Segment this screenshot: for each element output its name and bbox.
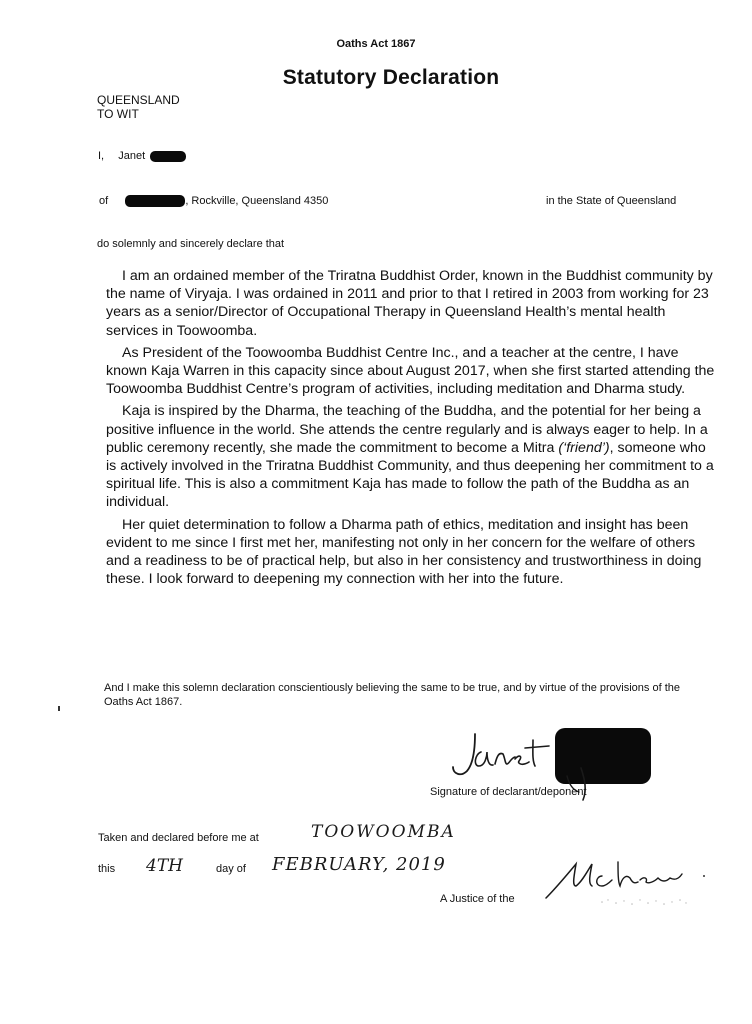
date-handwritten: FEBRUARY, 2019 [272, 854, 446, 875]
address-suffix: , Rockville, Queensland 4350 [185, 195, 329, 207]
declarant-first-name: Janet [118, 150, 146, 162]
stray-mark [58, 706, 60, 711]
day-of-label: day of [216, 863, 246, 875]
state-label: QUEENSLAND [97, 93, 180, 107]
day-handwritten: 4TH [146, 856, 183, 876]
signature-caption: Signature of declarant/deponent [430, 786, 587, 798]
body-paragraph-4: Her quiet determination to follow a Dharma path of ethics, meditation and insight has been evident to me since I first met her, manifesting not only in her concern for the welfare of others and a readiness to be of practical help, but also in her consistency and trustworthiness in doing these. I look forward to deepening my connection with her into the future. [106, 516, 702, 588]
name-prefix: I, [98, 150, 105, 162]
body-paragraph-3-start: Kaja is inspired by the Dharma, the teaching of the Buddha, and the potential for her being a positive influence in the world. She attends the centre regularly and is always eager to help. In a public ceremony recently, she made the commitment to become a Mitra [106, 403, 708, 456]
justice-of-the-label: A Justice of the [440, 893, 515, 905]
body-paragraph-3-end: , someone who is actively involved in the Triratna Buddhist Community, and thus deepening her commitment to a spiritual life. This is also a commitment Kaja has made to follow the path of the Buddha as an individual. [106, 439, 714, 511]
body-paragraph-3-friend: (‘friend’) [558, 439, 610, 456]
jurisdiction-block [97, 93, 180, 121]
declarant-address-line [99, 195, 328, 207]
body-paragraph-3 [106, 402, 716, 511]
this-label: this [98, 863, 116, 875]
act-title: Oaths Act 1867 [336, 38, 416, 50]
declarant-name-line [98, 150, 186, 162]
redacted-street-address [125, 195, 185, 207]
body-paragraph-1: I am an ordained member of the Triratna Buddhist Order, known in the Buddhist community by the name of Viryaja. I was ordained in 2011 and prior to that I retired in 2003 from working for 23 years as a senior/Director of Occupational Therapy in Queensland Health’s mental health services in Toowoomba. [106, 268, 713, 339]
closing-declaration: And I make this solemn declaration conscientiously believing the same to be true, and by virtue of the provisions of the Oaths Act 1867. [104, 682, 680, 708]
state-text: in the State of Queensland [546, 195, 677, 207]
place-handwritten: TOOWOOMBA [311, 822, 456, 842]
taken-declared-label: Taken and declared before me at [98, 832, 259, 844]
to-wit-label: TO WIT [97, 107, 139, 121]
declare-text: do solemnly and sincerely declare that [97, 238, 285, 250]
declaration-body [106, 267, 716, 592]
of-label: of [99, 195, 109, 207]
redacted-surname [150, 151, 186, 162]
body-paragraph-2: As President of the Toowoomba Buddhist Centre Inc., and a teacher at the centre, I have known Kaja Warren in this capacity since about August 2017, when she first started attending the Toowoomba Buddhist Centre’s program of activities, including meditation and Dharma study. [106, 344, 715, 398]
document-title: Statutory Declaration [282, 66, 500, 89]
jp-signature [536, 842, 716, 912]
